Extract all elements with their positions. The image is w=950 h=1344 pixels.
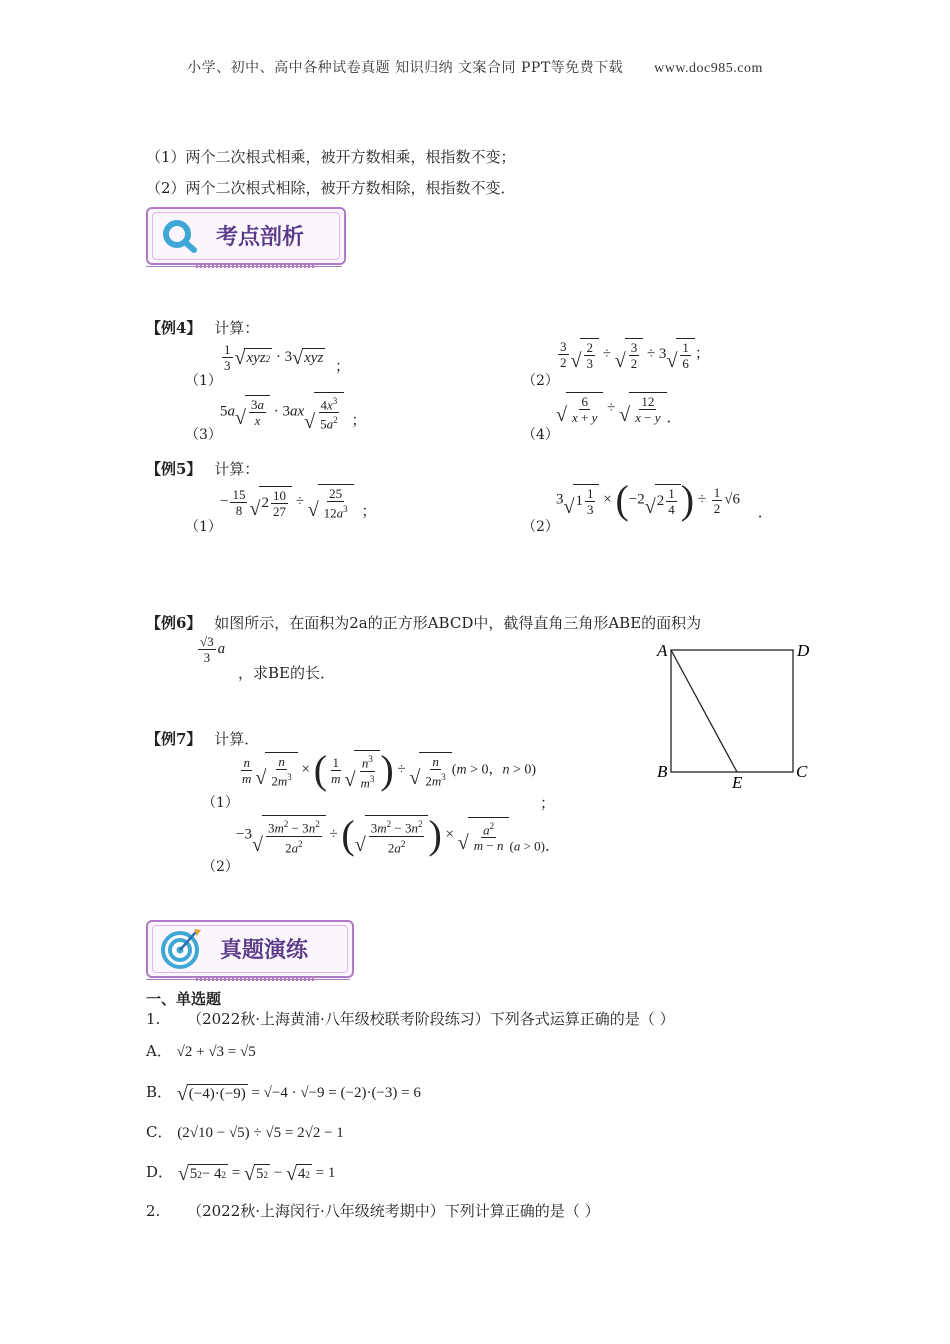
ex7-part-1-label: （1） (202, 795, 239, 811)
option-a-expr: √2 + √3 = √5 (176, 1044, 256, 1060)
option-d-expr: √ 5 2 − 4 2 = √ 5 2 − √ 4 2 = 1 (177, 1162, 336, 1185)
ex5-part-1-expr: − $\frac{15}{8}$ √ 2 $\frac{10}{27}$ ÷ √ $\frac{25}{12a^3}$ ； (220, 486, 377, 522)
option-b[interactable] (146, 1081, 421, 1104)
example-7-label: 【例7】 (146, 730, 202, 748)
section-title: 一、单选题 (146, 990, 222, 1008)
example-5-heading (146, 458, 259, 479)
example-6-heading (146, 612, 701, 633)
option-d-label: D． (146, 1163, 174, 1181)
vertex-b: B (657, 762, 668, 781)
ex5-part-2-expr: 3 √ 1 $\frac{1}{3}$ × (−2 √ 2 $\frac{1}{4}$ ) ÷ $\frac{1}{2}$ √6 ． (556, 477, 773, 522)
example-6-text: 如图所示，在面积为2a的正方形ABCD中，截得直角三角形ABE的面积为 (214, 614, 702, 632)
search-icon (162, 219, 202, 253)
question-2-text: （2022秋·上海闵行·八年级统考期中）下列计算正确的是（ ） (187, 1202, 600, 1220)
ex4-part-1-expr: $\frac{1}{3}$ √ xyz 2 · 3 √ xyz ； (224, 342, 351, 375)
banner-analysis (146, 207, 346, 269)
target-icon (158, 926, 204, 970)
example-6-label: 【例6】 (146, 614, 202, 632)
ex4-part-4-expr: √ $\frac{6}{x + y}$ ÷ √ $\frac{12}{x - y}$ ． (556, 394, 682, 426)
ex7-part-1-expr: $\frac{n}{m}$ √ $\frac{n}{2m^3}$ × ( $\frac{1}{m}$ √ $\frac{n^3}{m^3}$ ) ÷ √ $\frac{n}{2m^3}$ (m > 0，n > 0) (242, 747, 537, 792)
option-b-expr: √ (−4)·(−9) = √−4 · √−9 = (−2)·(−3) = 6 (176, 1082, 421, 1105)
ex5-part-1-label: （1） (185, 519, 222, 535)
ex4-part-1-label: （1） (185, 373, 222, 389)
question-2 (146, 1200, 600, 1221)
ex6-question: ，求BE的长． (238, 664, 335, 682)
square-figure (652, 636, 822, 796)
ex5-part-2-label: （2） (522, 519, 559, 535)
ex4-part-2-label: （2） (522, 373, 559, 389)
banner-baseline (146, 979, 350, 980)
example-4-label: 【例4】 (146, 319, 202, 337)
option-b-label: B． (146, 1083, 173, 1101)
ex4-part-3-label: （3） (185, 427, 222, 443)
ex4-part-3-expr: 5a √ $\frac{3a}{x}$ · 3ax √ $\frac{4x^3}{5a^2}$ ； (220, 392, 366, 432)
rule-2: （2）两个二次根式相除，被开方数相除，根指数不变． (146, 179, 516, 197)
header-url[interactable]: www.doc985.com (654, 61, 763, 76)
example-5-text: 计算： (214, 460, 260, 478)
question-1-number: 1. (146, 1010, 161, 1028)
segment-ae (671, 650, 737, 772)
question-1-text: （2022秋·上海黄浦·八年级校联考阶段练习）下列各式运算正确的是（ ） (187, 1010, 675, 1028)
banner-baseline (146, 266, 342, 267)
option-c[interactable] (146, 1121, 344, 1142)
example-4-heading (146, 317, 259, 338)
ex4-part-2-expr: $\frac{3}{2}$ √ $\frac{2}{3}$ ÷ √ $\frac{3}{2}$ ÷ 3 √ $\frac{1}{6}$ ； (560, 339, 710, 372)
example-7-text: 计算． (214, 730, 260, 748)
option-c-expr: (2√10 − √5) ÷ √5 = 2√2 − 1 (177, 1125, 344, 1141)
option-d[interactable] (146, 1161, 335, 1184)
vertex-c: C (796, 762, 808, 781)
point-e: E (732, 773, 743, 792)
banner-title: 真题演练 (220, 938, 309, 963)
page-header (0, 57, 950, 77)
option-c-label: C． (146, 1123, 173, 1141)
banner-practice (146, 920, 356, 982)
option-a[interactable] (146, 1040, 256, 1061)
vertex-a: A (657, 641, 668, 660)
question-1 (146, 1008, 675, 1029)
ex7-part-2-label: （2） (202, 859, 239, 875)
example-7-heading (146, 728, 259, 749)
ex7-part-2-expr: −3 √ $\frac{3m^2 - 3n^2}{2a^2}$ ÷ ( √ $\frac{3m^2 - 3n^2}{2a^2}$ ) × √ $\frac{a^2}{m - n}$ (a > 0)． (236, 812, 561, 857)
question-2-number: 2. (146, 1202, 161, 1220)
ex6-area-expr: $\frac{√3}{3}$ a (200, 634, 226, 665)
example-5-label: 【例5】 (146, 460, 202, 478)
square-abcd (671, 650, 793, 772)
example-4-text: 计算： (214, 319, 260, 337)
banner-title: 考点剖析 (216, 225, 305, 250)
ex4-part-4-label: （4） (522, 427, 559, 443)
vertex-d: D (797, 641, 810, 660)
header-text: 小学、初中、高中各种试卷真题 知识归纳 文案合同 PPT等免费下载 (187, 60, 624, 76)
ex7-part-1-end: ； (540, 796, 556, 812)
option-a-label: A． (146, 1042, 172, 1060)
rule-1: （1）两个二次根式相乘，被开方数相乘，根指数不变； (146, 148, 516, 166)
